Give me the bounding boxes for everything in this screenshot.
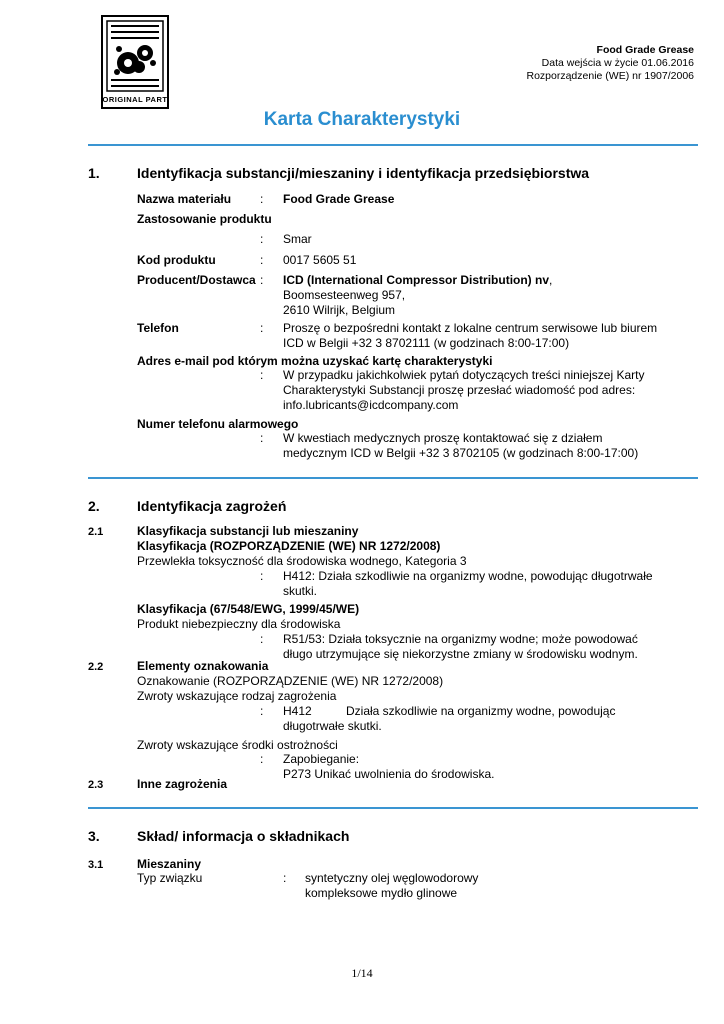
section-1-number: 1. <box>88 165 100 181</box>
h412-line-1: H412: Działa szkodliwie na organizmy wodne, powodując długotrwałe <box>283 569 653 583</box>
producer-name-line <box>283 273 552 288</box>
phone-line-1: Proszę o bezpośredni kontakt z lokalne centrum serwisowe lub biurem <box>283 321 658 335</box>
email-label: Adres e-mail pod którym można uzyskać kartę charakterystyki <box>137 354 493 368</box>
section-3-title: Skład/ informacja o składnikach <box>137 828 350 844</box>
divider <box>88 477 698 479</box>
producer-label: Producent/Dostawca <box>137 273 256 287</box>
phone-label: Telefon <box>137 321 179 335</box>
colon: : <box>260 752 264 766</box>
producer-city: 2610 Wilrijk, Belgium <box>283 303 396 317</box>
precaution-phrases-label: Zwroty wskazujące środki ostrożności <box>137 738 338 752</box>
colon: : <box>260 192 264 206</box>
h412-text-line-1: Działa szkodliwie na organizmy wodne, powodując <box>346 704 616 718</box>
p273-statement: P273 Unikać uwolnienia do środowiska. <box>283 767 495 781</box>
use-label: Zastosowanie produktu <box>137 212 272 226</box>
compound-type-line-2: kompleksowe mydło glinowe <box>305 886 458 900</box>
classification-clp: Klasyfikacja (ROZPORZĄDZENIE (WE) NR 1272/2008) <box>137 539 441 553</box>
colon: : <box>260 368 264 382</box>
subsection-2-1-number: 2.1 <box>88 526 104 538</box>
material-value: Food Grade Grease <box>283 192 395 206</box>
use-value: Smar <box>283 232 312 246</box>
r51-line-2: długo utrzymujące się niekorzystne zmiany w środowisku wodnym. <box>283 647 638 661</box>
colon: : <box>260 232 264 246</box>
producer-street: Boomsesteenweg 957, <box>283 288 406 302</box>
email-line-2: Charakterystyki Substancji proszę przesłać wiadomość pod adres: <box>283 383 636 397</box>
emergency-label: Numer telefonu alarmowego <box>137 417 299 431</box>
email-address: info.lubricants@icdcompany.com <box>283 398 459 412</box>
compound-type-line-1: syntetyczny olej węglowodorowy <box>305 871 479 885</box>
h412-text-line-2: długotrwałe skutki. <box>283 719 382 733</box>
chronic-toxicity: Przewlekła toksyczność dla środowiska wodnego, Kategoria 3 <box>137 554 467 568</box>
h412-code: H412 <box>283 704 312 718</box>
subsection-2-2-title: Elementy oznakowania <box>137 659 269 673</box>
compound-type-label: Typ związku <box>137 871 203 885</box>
subsection-2-2-number: 2.2 <box>88 661 104 673</box>
producer-comma: , <box>549 273 553 287</box>
page-title: Karta Charakterystyki <box>263 109 461 130</box>
environment-danger: Produkt niebezpieczny dla środowiska <box>137 617 341 631</box>
logo-text: ORIGINAL PART <box>102 95 168 104</box>
divider <box>88 807 698 809</box>
producer-name: ICD (International Compressor Distribution) nv <box>283 273 550 287</box>
logo <box>101 15 169 109</box>
header-effective-date: Data wejścia w życie 01.06.2016 <box>541 57 694 69</box>
classification-dsd: Klasyfikacja (67/548/EWG, 1999/45/WE) <box>137 602 360 616</box>
section-2-number: 2. <box>88 498 100 514</box>
hazard-phrases-label: Zwroty wskazujące rodzaj zagrożenia <box>137 689 337 703</box>
colon: : <box>260 321 264 335</box>
divider <box>88 144 698 146</box>
prevention-label: Zapobieganie: <box>283 752 360 766</box>
subsection-2-3-title: Inne zagrożenia <box>137 777 228 791</box>
section-3-number: 3. <box>88 828 100 844</box>
code-label: Kod produktu <box>137 253 216 267</box>
colon: : <box>260 569 264 583</box>
subsection-2-1-title: Klasyfikacja substancji lub mieszaniny <box>137 524 359 538</box>
header-regulation: Rozporządzenie (WE) nr 1907/2006 <box>526 70 694 82</box>
colon: : <box>260 273 264 287</box>
colon: : <box>260 253 264 267</box>
emergency-line-1: W kwestiach medycznych proszę kontaktować się z działem <box>283 431 603 445</box>
subsection-3-1-number: 3.1 <box>88 859 104 871</box>
r51-line-1: R51/53: Działa toksycznie na organizmy wodne; może powodować <box>283 632 638 646</box>
code-value: 0017 5605 51 <box>283 253 357 267</box>
header-product: Food Grade Grease <box>596 44 694 56</box>
subsection-2-3-number: 2.3 <box>88 779 104 791</box>
colon: : <box>260 704 264 718</box>
phone-line-2: ICD w Belgii +32 3 8702111 (w godzinach 8:00-17:00) <box>283 336 570 350</box>
labelling-clp: Oznakowanie (ROZPORZĄDZENIE (WE) NR 1272/2008) <box>137 674 444 688</box>
emergency-line-2: medycznym ICD w Belgii +32 3 8702105 (w godzinach 8:00-17:00) <box>283 446 639 460</box>
page-number: 1/14 <box>351 966 373 980</box>
email-line-1: W przypadku jakichkolwiek pytań dotyczących treści niniejszej Karty <box>283 368 645 382</box>
colon: : <box>260 632 264 646</box>
subsection-3-1-title: Mieszaniny <box>137 857 202 871</box>
section-1-title: Identyfikacja substancji/mieszaniny i identyfikacja przedsiębiorstwa <box>137 165 590 181</box>
colon: : <box>283 871 287 885</box>
colon: : <box>260 431 264 445</box>
h412-line-2: skutki. <box>283 584 318 598</box>
section-2-title: Identyfikacja zagrożeń <box>137 498 287 514</box>
material-label: Nazwa materiału <box>137 192 232 206</box>
